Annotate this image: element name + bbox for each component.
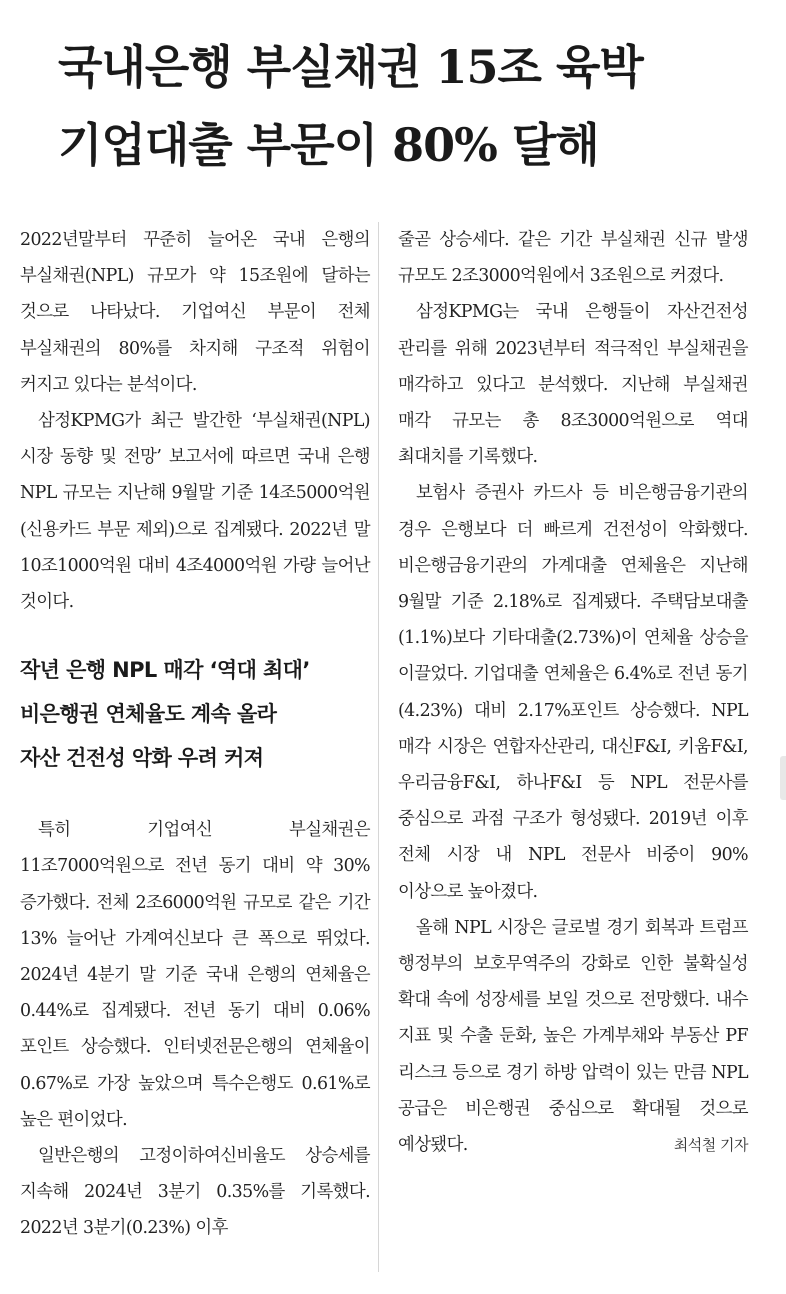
byline: 최석철 기자	[673, 1136, 748, 1155]
paragraph: 특히 기업여신 부실채권은 11조7000억원으로 전년 동기 대비 약 30% 증가했다. 전체 2조6000억원 규모로 같은 기간 13% 늘어난 가계여신보다 큰 폭으로 뛰었다. 2024년 4분기 말 기준 국내 은행의 연체율은 0.44%로 집계됐다. 전년 동기 대비 0.06%포인트 상승했다. 인터넷전문은행의 연체율이 0.67%로 가장 높았으며 특수은행도 0.61%로 높은 편이었다.	[20, 820, 370, 1130]
subheadline-line-3: 자산 건전성 악화 우려 커져	[20, 746, 264, 771]
paragraph-final	[398, 910, 748, 1163]
paragraph-continued: 줄곧 상승세다. 같은 기간 부실채권 신규 발생 규모도 2조3000억원에서 3조원으로 커졌다.	[398, 230, 748, 287]
subheadline	[20, 648, 370, 780]
article-column-left	[20, 222, 370, 1247]
article-column-right	[398, 222, 748, 1163]
paragraph: 삼정KPMG가 최근 발간한 ‘부실채권(NPL) 시장 동향 및 전망’ 보고서에 따르면 국내 은행 NPL 규모는 지난해 9월말 기준 14조5000억원(신용카드 부문 제외)으로 집계됐다. 2022년 말 10조1000억원 대비 4조4000억원 가량 늘어난 것이다.	[20, 411, 370, 613]
paragraph: 삼정KPMG는 국내 은행들이 자산건전성 관리를 위해 2023년부터 적극적인 부실채권을 매각하고 있다고 분석했다. 지난해 부실채권 매각 규모는 총 8조3000억원으로 역대 최대치를 기록했다.	[398, 302, 748, 468]
column-divider	[378, 222, 379, 1272]
headline-line-2: 기업대출 부문이 80% 달해	[58, 118, 599, 172]
paragraph: 일반은행의 고정이하여신비율도 상승세를 지속해 2024년 3분기 0.35%를 기록했다. 2022년 3분기(0.23%) 이후	[20, 1146, 370, 1239]
headline	[58, 28, 758, 184]
page-edge-mark	[780, 756, 786, 800]
subheadline-line-1: 작년 은행 NPL 매각 ‘역대 최대’	[20, 658, 310, 683]
headline-line-1: 국내은행 부실채권 15조 육박	[58, 40, 643, 94]
paragraph-lead: 2022년말부터 꾸준히 늘어온 국내 은행의 부실채권(NPL) 규모가 약 15조원에 달하는 것으로 나타났다. 기업여신 부문이 전체 부실채권의 80%를 차지해 구조적 위험이 커지고 있다는 분석이다.	[20, 230, 370, 395]
paragraph: 보험사 증권사 카드사 등 비은행금융기관의 경우 은행보다 더 빠르게 건전성이 악화했다. 비은행금융기관의 가계대출 연체율은 지난해 9월말 기준 2.18%로 집계됐다. 주택담보대출(1.1%)보다 기타대출(2.73%)이 연체율 상승을 이끌었다. 기업대출 연체율은 6.4%로 전년 동기(4.23%) 대비 2.17%포인트 상승했다. NPL 매각 시장은 연합자산관리, 대신F&I, 키움F&I, 우리금융F&I, 하나F&I 등 NPL 전문사를 중심으로 과점 구조가 형성됐다. 2019년 이후 전체 시장 내 NPL 전문사 비중이 90% 이상으로 높아졌다.	[398, 483, 748, 902]
subheadline-line-2: 비은행권 연체율도 계속 올라	[20, 702, 277, 727]
paragraph-text: 올해 NPL 시장은 글로벌 경기 회복과 트럼프 행정부의 보호무역주의 강화로 인한 불확실성 확대 속에 성장세를 보일 것으로 전망했다. 내수 지표 및 수출 둔화, 높은 가계부채와 부동산 PF 리스크 등으로 경기 하방 압력이 있는 만큼 NPL 공급은 비은행권 중심으로 확대될 것으로 예상됐다.	[398, 917, 748, 1156]
